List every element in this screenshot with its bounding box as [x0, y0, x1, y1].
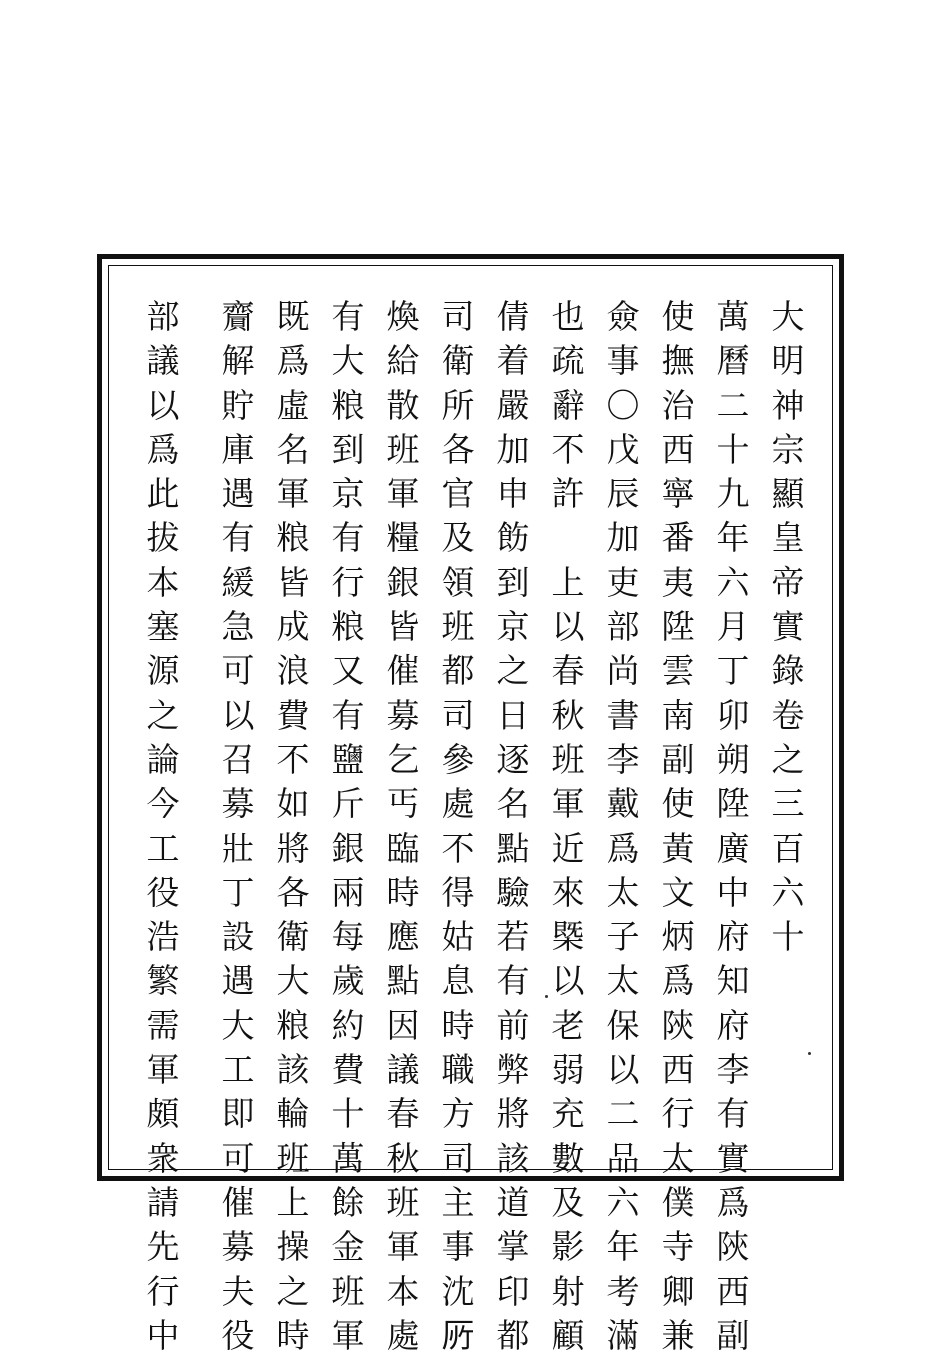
- ink-speck: [808, 1052, 811, 1055]
- column-char: 約: [331, 1005, 365, 1045]
- column-char: 姑: [441, 917, 475, 957]
- column-char: 大: [276, 961, 310, 1001]
- column-char: 弊: [496, 1050, 530, 1090]
- column-char: 先: [146, 1227, 180, 1267]
- column-char: 時: [386, 872, 420, 912]
- column-char: 給: [386, 341, 420, 381]
- column-char: 尚: [606, 651, 640, 691]
- column-char: 處: [441, 784, 475, 824]
- column-char: 十: [331, 1094, 365, 1134]
- column-char: 衆: [146, 1138, 180, 1178]
- column-char: 印: [496, 1271, 530, 1311]
- column-char: 方: [441, 1094, 475, 1134]
- column-char: 有: [221, 518, 255, 558]
- column-char: 丐: [386, 784, 420, 824]
- column-char: 塞: [146, 607, 180, 647]
- column-char: 軍: [276, 474, 310, 514]
- column-char: 夷: [661, 562, 695, 602]
- column-char: 班: [551, 739, 585, 779]
- column-char: 不: [441, 828, 475, 868]
- column-char: 數: [551, 1138, 585, 1178]
- column-char: 役: [146, 872, 180, 912]
- column-char: 丁: [221, 872, 255, 912]
- column-char: 銀: [331, 828, 365, 868]
- column-char: 浩: [146, 917, 180, 957]
- column-char: 行: [146, 1271, 180, 1311]
- column-char: 六: [771, 872, 805, 912]
- column-char: 既: [276, 297, 310, 336]
- text-column: [763, 295, 813, 959]
- column-char: 粮: [331, 385, 365, 425]
- column-char: 役: [221, 1315, 255, 1355]
- column-char: 頗: [146, 1094, 180, 1134]
- column-char: 煥: [386, 297, 420, 336]
- column-char: 僕: [661, 1182, 695, 1222]
- column-char: 戴: [606, 784, 640, 824]
- column-char: 若: [496, 917, 530, 957]
- column-char: 沈: [441, 1271, 475, 1311]
- column-char: 辰: [606, 474, 640, 514]
- column-char: 各: [441, 429, 475, 469]
- column-char: 日: [496, 695, 530, 735]
- column-char: 該: [276, 1050, 310, 1090]
- column-char: 六: [606, 1182, 640, 1222]
- column-char: 論: [146, 739, 180, 779]
- column-char: 各: [276, 872, 310, 912]
- column-char: 爲: [716, 1182, 750, 1222]
- column-char: 爲: [146, 429, 180, 469]
- column-char: 都: [496, 1315, 530, 1355]
- column-char: 十: [771, 917, 805, 957]
- column-char: 軍: [386, 1227, 420, 1267]
- column-char: 卯: [716, 695, 750, 735]
- column-char: 充: [551, 1094, 585, 1134]
- column-char: 春: [386, 1094, 420, 1134]
- column-char: 錄: [771, 651, 805, 691]
- column-char: 粮: [276, 1005, 310, 1045]
- column-char: 費: [331, 1050, 365, 1090]
- column-char: 糧: [386, 518, 420, 558]
- column-char: 秋: [386, 1138, 420, 1178]
- column-char: 中: [146, 1315, 180, 1355]
- column-char: 遇: [221, 961, 255, 1001]
- column-char: 大: [771, 297, 805, 336]
- column-char: 官: [441, 474, 475, 514]
- column-char: 使: [661, 784, 695, 824]
- column-char: 參: [441, 739, 475, 779]
- column-char: 丁: [716, 651, 750, 691]
- column-char: 皇: [771, 518, 805, 558]
- column-char: 有: [331, 695, 365, 735]
- column-char: 府: [716, 1005, 750, 1045]
- text-column: [268, 295, 318, 1358]
- column-char: 西: [716, 1271, 750, 1311]
- column-char: 班: [386, 1182, 420, 1222]
- column-char: 乞: [386, 739, 420, 779]
- column-char: 廣: [716, 828, 750, 868]
- column-char: 輪: [276, 1094, 310, 1134]
- column-char: 保: [606, 1005, 640, 1045]
- column-char: 辭: [551, 385, 585, 425]
- column-char: 部: [146, 297, 180, 336]
- column-char: 此: [146, 474, 180, 514]
- column-char: 許: [551, 474, 585, 514]
- column-char: 倩: [496, 297, 530, 336]
- column-char: 之: [276, 1271, 310, 1311]
- column-char: 工: [146, 828, 180, 868]
- column-char: 萬: [331, 1138, 365, 1178]
- column-char: 近: [551, 828, 585, 868]
- column-char: 大: [221, 1005, 255, 1045]
- column-char: 以: [146, 385, 180, 425]
- column-char: 來: [551, 872, 585, 912]
- column-char: 上: [276, 1182, 310, 1222]
- column-char: 散: [386, 385, 420, 425]
- column-char: 費: [276, 695, 310, 735]
- column-char: 兼: [661, 1315, 695, 1355]
- text-column: [213, 295, 263, 1358]
- column-char: 黃: [661, 828, 695, 868]
- column-char: 職: [441, 1050, 475, 1090]
- column-char: 有: [331, 518, 365, 558]
- column-char: 曆: [716, 341, 750, 381]
- column-char: 卷: [771, 695, 805, 735]
- column-char: 餘: [331, 1182, 365, 1222]
- column-char: 卿: [661, 1271, 695, 1311]
- column-char: 急: [221, 607, 255, 647]
- column-char: 募: [386, 695, 420, 735]
- column-char: 加: [606, 518, 640, 558]
- column-char: 臨: [386, 828, 420, 868]
- column-char: 秋: [551, 695, 585, 735]
- column-char: 班: [386, 429, 420, 469]
- column-char: 解: [221, 341, 255, 381]
- column-char: 工: [221, 1050, 255, 1090]
- column-char: 以: [551, 961, 585, 1001]
- column-char: 京: [496, 607, 530, 647]
- column-char: 請: [146, 1182, 180, 1222]
- column-char: 司: [441, 1138, 475, 1178]
- column-char: 顧: [551, 1315, 585, 1355]
- column-char: 驗: [496, 872, 530, 912]
- column-char: 品: [606, 1138, 640, 1178]
- column-char: 議: [146, 341, 180, 381]
- column-char: 爲: [276, 341, 310, 381]
- column-char: 西: [661, 1050, 695, 1090]
- text-column: [138, 295, 188, 1358]
- column-char: 府: [716, 917, 750, 957]
- column-char: 僉: [606, 297, 640, 336]
- column-char: 子: [606, 917, 640, 957]
- column-char: 上: [551, 562, 585, 602]
- column-char: 金: [331, 1227, 365, 1267]
- column-char: 點: [496, 828, 530, 868]
- column-char: 可: [221, 651, 255, 691]
- column-char: 二: [716, 385, 750, 425]
- column-char: 都: [441, 651, 475, 691]
- column-char: 爲: [606, 828, 640, 868]
- column-char: 寺: [661, 1227, 695, 1267]
- column-char: 到: [331, 429, 365, 469]
- column-char: 太: [661, 1138, 695, 1178]
- column-char: 明: [771, 341, 805, 381]
- column-char: 班: [276, 1138, 310, 1178]
- column-char: 班: [331, 1271, 365, 1311]
- column-char: 着: [496, 341, 530, 381]
- column-char: 不: [276, 739, 310, 779]
- column-char: 虛: [276, 385, 310, 425]
- column-char: 月: [716, 607, 750, 647]
- column-char: 知: [716, 961, 750, 1001]
- column-char: 有: [496, 961, 530, 1001]
- column-char: 粮: [276, 518, 310, 558]
- ink-speck: [545, 995, 548, 998]
- column-char: 兩: [331, 872, 365, 912]
- text-column: [653, 295, 703, 1358]
- column-char: 太: [606, 872, 640, 912]
- column-char: 即: [221, 1094, 255, 1134]
- column-char: 領: [441, 562, 475, 602]
- column-char: 撫: [661, 341, 695, 381]
- column-char: 司: [441, 695, 475, 735]
- column-char: 陝: [716, 1227, 750, 1267]
- column-char: 如: [276, 784, 310, 824]
- column-char: 軍: [386, 474, 420, 514]
- column-char: 議: [386, 1050, 420, 1090]
- column-char: 將: [276, 828, 310, 868]
- column-char: 番: [661, 518, 695, 558]
- text-column: [323, 295, 373, 1358]
- column-char: 朔: [716, 739, 750, 779]
- column-char: 影: [551, 1227, 585, 1267]
- column-char: 春: [551, 651, 585, 691]
- column-char: 皆: [386, 607, 420, 647]
- column-char: 得: [441, 872, 475, 912]
- column-char: 及: [441, 518, 475, 558]
- column-char: 成: [276, 607, 310, 647]
- column-char: 名: [496, 784, 530, 824]
- column-char: 操: [276, 1227, 310, 1267]
- column-char: 庫: [221, 429, 255, 469]
- column-char: 募: [221, 1227, 255, 1267]
- column-char: 寧: [661, 474, 695, 514]
- column-char: 書: [606, 695, 640, 735]
- text-column: [433, 295, 483, 1358]
- column-char: 以: [606, 1050, 640, 1090]
- column-char: 鹽: [331, 739, 365, 779]
- column-char: 嚴: [496, 385, 530, 425]
- column-char: 夫: [221, 1271, 255, 1311]
- text-column: [543, 295, 593, 1358]
- column-char: 弱: [551, 1050, 585, 1090]
- column-char: 行: [331, 562, 365, 602]
- column-char: 六: [716, 562, 750, 602]
- column-char: 副: [716, 1315, 750, 1355]
- column-char: 皆: [276, 562, 310, 602]
- column-char: 歲: [331, 961, 365, 1001]
- column-char: 以: [221, 695, 255, 735]
- column-char: 粮: [331, 607, 365, 647]
- column-char: 息: [441, 961, 475, 1001]
- column-char: 老: [551, 1005, 585, 1045]
- column-char: 軍: [146, 1050, 180, 1090]
- column-char: 逐: [496, 739, 530, 779]
- column-char: 需: [146, 1005, 180, 1045]
- column-char: 今: [146, 784, 180, 824]
- column-char: 二: [606, 1094, 640, 1134]
- column-char: 班: [441, 607, 475, 647]
- column-char: 可: [221, 1138, 255, 1178]
- column-char: 繁: [146, 961, 180, 1001]
- column-char: 京: [331, 474, 365, 514]
- column-char: 時: [441, 1005, 475, 1045]
- column-char: 加: [496, 429, 530, 469]
- column-char: 及: [551, 1182, 585, 1222]
- column-char: 有: [716, 1094, 750, 1134]
- column-char: 南: [661, 695, 695, 735]
- column-char: 吏: [606, 562, 640, 602]
- column-char: 中: [716, 872, 750, 912]
- column-char: 〇: [606, 385, 640, 425]
- column-char: 本: [146, 562, 180, 602]
- column-char: 之: [496, 651, 530, 691]
- text-column: [488, 295, 538, 1358]
- column-char: 陞: [716, 784, 750, 824]
- column-char: 治: [661, 385, 695, 425]
- column-char: 募: [221, 784, 255, 824]
- text-column: [598, 295, 648, 1358]
- column-char: 前: [496, 1005, 530, 1045]
- column-char: 李: [606, 739, 640, 779]
- column-char: 每: [331, 917, 365, 957]
- column-char: 緩: [221, 562, 255, 602]
- column-char: 斤: [331, 784, 365, 824]
- column-char: 萬: [716, 297, 750, 336]
- column-char: 衛: [441, 341, 475, 381]
- column-char: 顯: [771, 474, 805, 514]
- column-char: 應: [386, 917, 420, 957]
- column-char: 李: [716, 1050, 750, 1090]
- column-char: 大: [331, 341, 365, 381]
- column-char: 軍: [551, 784, 585, 824]
- column-char: 本: [386, 1271, 420, 1311]
- column-char: 炳: [661, 917, 695, 957]
- column-char: 實: [716, 1138, 750, 1178]
- column-char: 名: [276, 429, 310, 469]
- column-char: 召: [221, 739, 255, 779]
- column-char: 將: [496, 1094, 530, 1134]
- column-char: 司: [441, 297, 475, 336]
- column-char: 申: [496, 474, 530, 514]
- column-char: 部: [606, 607, 640, 647]
- column-char: 神: [771, 385, 805, 425]
- column-char: 有: [331, 297, 365, 336]
- column-char: 主: [441, 1182, 475, 1222]
- column-char: 𠩄: [441, 1315, 475, 1355]
- column-char: 疏: [551, 341, 585, 381]
- column-char: 事: [441, 1227, 475, 1267]
- column-char: 不: [551, 429, 585, 469]
- column-char: 射: [551, 1271, 585, 1311]
- column-char: 之: [771, 739, 805, 779]
- column-char: 年: [606, 1227, 640, 1267]
- column-char: 壯: [221, 828, 255, 868]
- column-char: 所: [441, 385, 475, 425]
- column-char: 掌: [496, 1227, 530, 1267]
- column-char: 以: [551, 607, 585, 647]
- column-char: 三: [771, 784, 805, 824]
- column-char: 銀: [386, 562, 420, 602]
- text-column: [378, 295, 428, 1358]
- column-char: 副: [661, 739, 695, 779]
- column-char: 宗: [771, 429, 805, 469]
- column-char: 時: [276, 1315, 310, 1355]
- column-char: 槩: [551, 917, 585, 957]
- column-char: 到: [496, 562, 530, 602]
- column-char: 陞: [661, 607, 695, 647]
- column-char: 雲: [661, 651, 695, 691]
- text-column: [708, 295, 758, 1358]
- column-char: 爲: [661, 961, 695, 1001]
- column-char: 催: [221, 1182, 255, 1222]
- column-char: 因: [386, 1005, 420, 1045]
- column-char: 也: [551, 297, 585, 336]
- column-char: 十: [716, 429, 750, 469]
- column-char: 點: [386, 961, 420, 1001]
- column-char: 處: [386, 1315, 420, 1355]
- column-char: 太: [606, 961, 640, 1001]
- column-char: 飭: [496, 518, 530, 558]
- column-char: 西: [661, 429, 695, 469]
- column-char: 行: [661, 1094, 695, 1134]
- column-char: 戊: [606, 429, 640, 469]
- column-char: 軍: [331, 1315, 365, 1355]
- column-char: 九: [716, 474, 750, 514]
- column-char: 事: [606, 341, 640, 381]
- column-char: 催: [386, 651, 420, 691]
- column-char: 浪: [276, 651, 310, 691]
- column-char: 貯: [221, 385, 255, 425]
- column-char: 拔: [146, 518, 180, 558]
- column-char: 該: [496, 1138, 530, 1178]
- column-char: 之: [146, 695, 180, 735]
- column-char: 滿: [606, 1315, 640, 1355]
- column-char: 考: [606, 1271, 640, 1311]
- column-char: 陝: [661, 1005, 695, 1045]
- column-char: 衛: [276, 917, 310, 957]
- column-char: 遇: [221, 474, 255, 514]
- column-char: 百: [771, 828, 805, 868]
- column-char: 文: [661, 872, 695, 912]
- column-char: 使: [661, 297, 695, 336]
- column-char: 道: [496, 1182, 530, 1222]
- column-char: 源: [146, 651, 180, 691]
- column-char: 又: [331, 651, 365, 691]
- column-char: 年: [716, 518, 750, 558]
- column-char: 實: [771, 607, 805, 647]
- column-char: 齎: [221, 297, 255, 336]
- column-char: 帝: [771, 562, 805, 602]
- column-char: 設: [221, 917, 255, 957]
